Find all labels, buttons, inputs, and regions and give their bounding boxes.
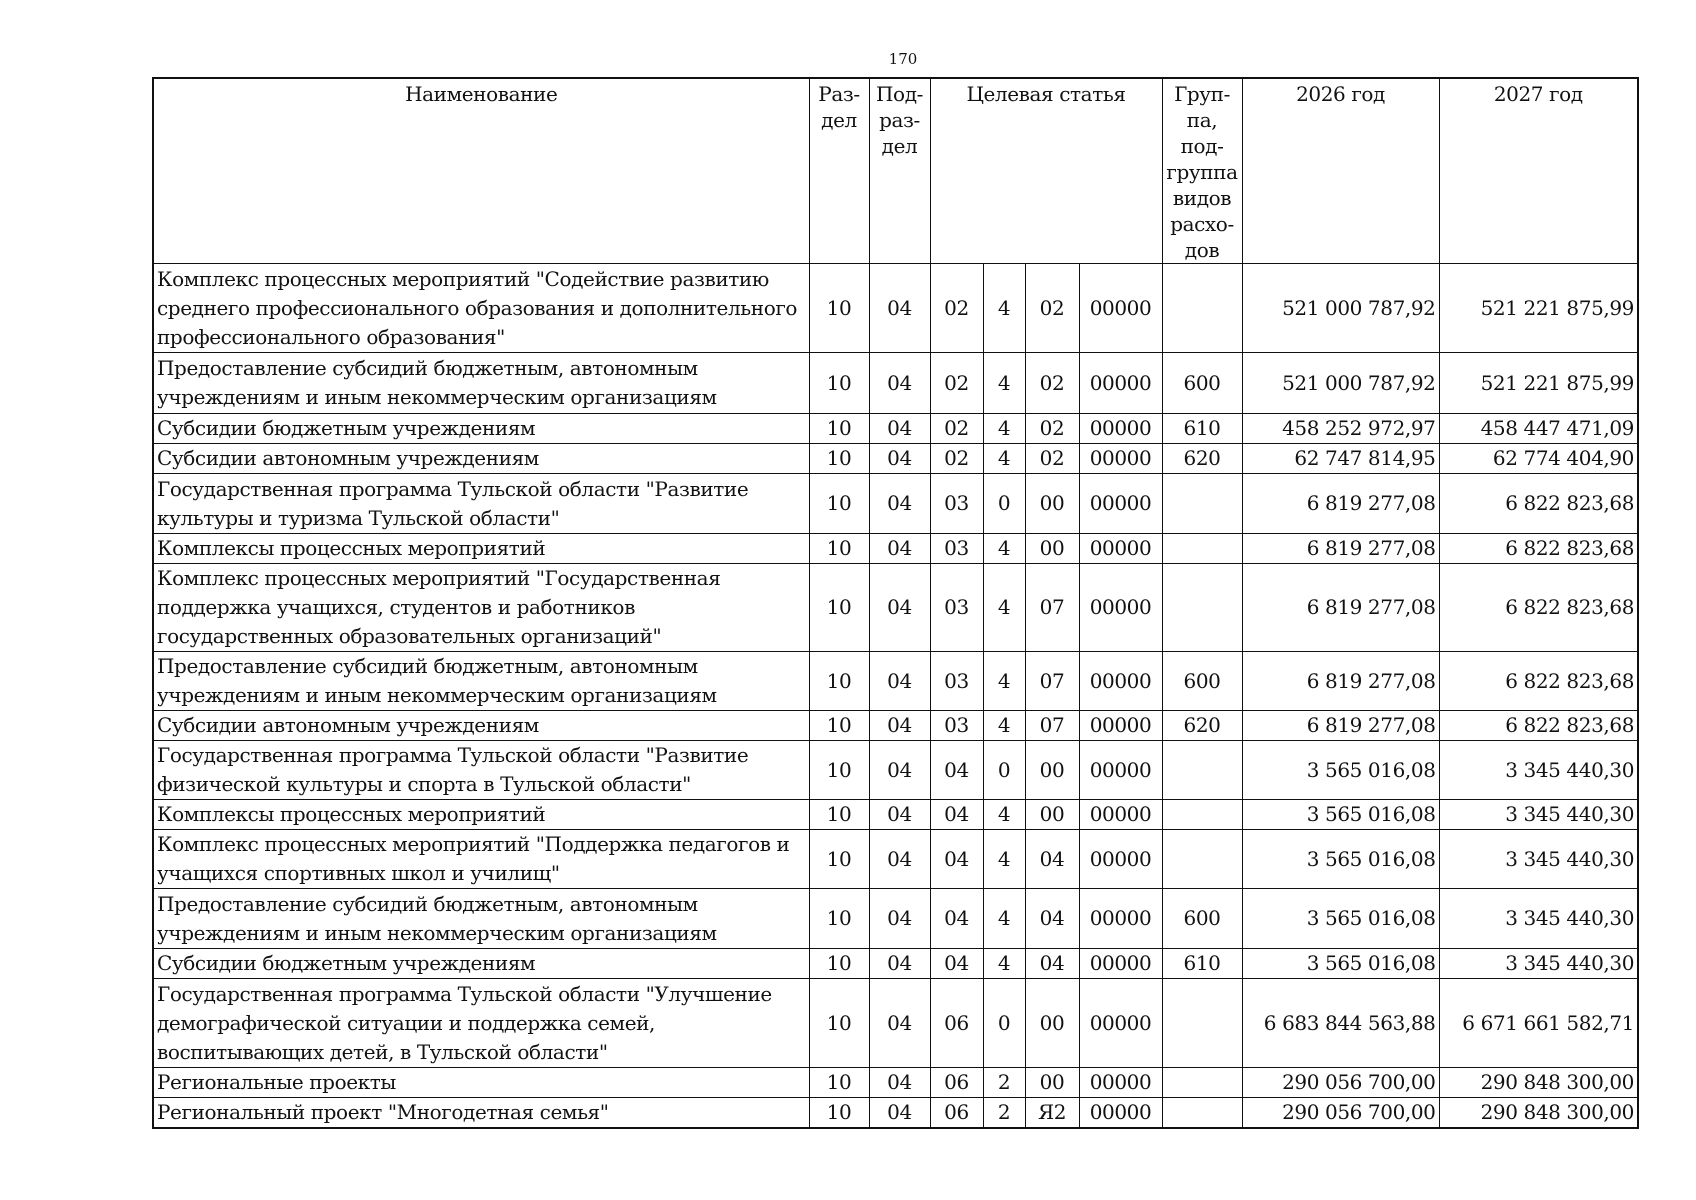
cell-t3: 04 [1025, 889, 1079, 949]
cell-rz: 10 [809, 949, 869, 979]
cell-v2026: 3 565 016,08 [1242, 741, 1439, 800]
table-row [153, 949, 1638, 979]
header-podrazdel: Под-раз-дел [869, 78, 930, 264]
cell-t4: 00000 [1079, 889, 1162, 949]
cell-t3: 00 [1025, 474, 1079, 534]
cell-prz: 04 [869, 741, 930, 800]
cell-name: Предоставление субсидий бюджетным, автономным учреждениям и иным некоммерческим организациям [153, 353, 809, 414]
cell-t2: 0 [983, 474, 1025, 534]
table-row [153, 652, 1638, 711]
cell-v2027: 521 221 875,99 [1439, 353, 1638, 414]
cell-prz: 04 [869, 979, 930, 1068]
cell-v2026: 6 819 277,08 [1242, 534, 1439, 564]
cell-t3: 04 [1025, 949, 1079, 979]
cell-t4: 00000 [1079, 949, 1162, 979]
cell-name: Государственная программа Тульской области "Улучшение демографической ситуации и поддержка семей, воспитывающих детей, в Тульской области" [153, 979, 809, 1068]
cell-v2027: 458 447 471,09 [1439, 414, 1638, 444]
cell-prz: 04 [869, 564, 930, 652]
cell-prz: 04 [869, 711, 930, 741]
cell-grp: 620 [1162, 711, 1242, 741]
cell-prz: 04 [869, 652, 930, 711]
cell-t4: 00000 [1079, 474, 1162, 534]
table-row [153, 353, 1638, 414]
cell-rz: 10 [809, 741, 869, 800]
cell-prz: 04 [869, 830, 930, 889]
table-row [153, 1098, 1638, 1129]
cell-rz: 10 [809, 353, 869, 414]
cell-grp [1162, 1068, 1242, 1098]
cell-name: Региональные проекты [153, 1068, 809, 1098]
cell-rz: 10 [809, 800, 869, 830]
cell-t1: 06 [930, 1068, 983, 1098]
cell-grp [1162, 830, 1242, 889]
cell-name: Комплекс процессных мероприятий "Поддержка педагогов и учащихся спортивных школ и училищ" [153, 830, 809, 889]
cell-v2027: 521 221 875,99 [1439, 264, 1638, 353]
cell-v2027: 290 848 300,00 [1439, 1068, 1638, 1098]
cell-t3: 02 [1025, 353, 1079, 414]
cell-t2: 4 [983, 800, 1025, 830]
cell-t1: 03 [930, 474, 983, 534]
cell-t1: 04 [930, 830, 983, 889]
cell-t4: 00000 [1079, 652, 1162, 711]
cell-rz: 10 [809, 414, 869, 444]
cell-t4: 00000 [1079, 564, 1162, 652]
cell-t1: 06 [930, 1098, 983, 1129]
cell-t3: 00 [1025, 741, 1079, 800]
cell-rz: 10 [809, 564, 869, 652]
cell-t2: 0 [983, 741, 1025, 800]
cell-t3: 00 [1025, 800, 1079, 830]
cell-t1: 02 [930, 264, 983, 353]
cell-v2026: 62 747 814,95 [1242, 444, 1439, 474]
cell-grp: 610 [1162, 414, 1242, 444]
cell-t2: 4 [983, 711, 1025, 741]
cell-name: Комплексы процессных мероприятий [153, 800, 809, 830]
cell-t1: 04 [930, 741, 983, 800]
cell-grp [1162, 264, 1242, 353]
cell-t1: 02 [930, 444, 983, 474]
cell-name: Государственная программа Тульской области "Развитие культуры и туризма Тульской области" [153, 474, 809, 534]
cell-t4: 00000 [1079, 1068, 1162, 1098]
cell-name: Предоставление субсидий бюджетным, автономным учреждениям и иным некоммерческим организациям [153, 652, 809, 711]
budget-table [152, 77, 1639, 1129]
cell-t1: 03 [930, 564, 983, 652]
cell-name: Комплексы процессных мероприятий [153, 534, 809, 564]
cell-t4: 00000 [1079, 979, 1162, 1068]
cell-t2: 4 [983, 564, 1025, 652]
page-number: 170 [888, 50, 918, 68]
cell-t3: 00 [1025, 979, 1079, 1068]
cell-t1: 03 [930, 711, 983, 741]
cell-prz: 04 [869, 949, 930, 979]
cell-rz: 10 [809, 1098, 869, 1129]
header-name: Наименование [153, 78, 809, 264]
table-row [153, 1068, 1638, 1098]
cell-t4: 00000 [1079, 414, 1162, 444]
cell-v2026: 3 565 016,08 [1242, 800, 1439, 830]
cell-prz: 04 [869, 1098, 930, 1129]
cell-v2026: 3 565 016,08 [1242, 889, 1439, 949]
cell-prz: 04 [869, 474, 930, 534]
cell-t2: 4 [983, 949, 1025, 979]
cell-rz: 10 [809, 711, 869, 741]
cell-v2027: 62 774 404,90 [1439, 444, 1638, 474]
cell-t4: 00000 [1079, 264, 1162, 353]
cell-t2: 4 [983, 652, 1025, 711]
cell-v2026: 290 056 700,00 [1242, 1068, 1439, 1098]
cell-t4: 00000 [1079, 444, 1162, 474]
cell-v2027: 3 345 440,30 [1439, 800, 1638, 830]
cell-v2027: 290 848 300,00 [1439, 1098, 1638, 1129]
cell-v2027: 6 671 661 582,71 [1439, 979, 1638, 1068]
cell-t2: 4 [983, 534, 1025, 564]
table-row [153, 741, 1638, 800]
cell-name: Субсидии бюджетным учреждениям [153, 414, 809, 444]
cell-v2026: 6 819 277,08 [1242, 474, 1439, 534]
table-row [153, 264, 1638, 353]
cell-v2026: 6 819 277,08 [1242, 711, 1439, 741]
cell-name: Субсидии автономным учреждениям [153, 444, 809, 474]
cell-t2: 4 [983, 264, 1025, 353]
cell-t3: 02 [1025, 414, 1079, 444]
table-row [153, 444, 1638, 474]
cell-t3: 00 [1025, 534, 1079, 564]
cell-v2027: 6 822 823,68 [1439, 564, 1638, 652]
cell-t1: 02 [930, 414, 983, 444]
cell-prz: 04 [869, 414, 930, 444]
header-razdel: Раз-дел [809, 78, 869, 264]
cell-t3: 04 [1025, 830, 1079, 889]
cell-t3: 07 [1025, 652, 1079, 711]
cell-grp: 600 [1162, 889, 1242, 949]
table-row [153, 979, 1638, 1068]
table-row [153, 830, 1638, 889]
cell-prz: 04 [869, 444, 930, 474]
cell-v2027: 6 822 823,68 [1439, 652, 1638, 711]
cell-t2: 4 [983, 444, 1025, 474]
cell-v2026: 458 252 972,97 [1242, 414, 1439, 444]
cell-rz: 10 [809, 889, 869, 949]
cell-v2027: 3 345 440,30 [1439, 830, 1638, 889]
cell-v2027: 6 822 823,68 [1439, 534, 1638, 564]
cell-v2026: 3 565 016,08 [1242, 830, 1439, 889]
cell-t1: 03 [930, 652, 983, 711]
cell-rz: 10 [809, 264, 869, 353]
cell-grp [1162, 741, 1242, 800]
cell-t4: 00000 [1079, 353, 1162, 414]
cell-t3: 07 [1025, 711, 1079, 741]
cell-prz: 04 [869, 889, 930, 949]
cell-rz: 10 [809, 444, 869, 474]
cell-grp: 600 [1162, 652, 1242, 711]
cell-v2026: 521 000 787,92 [1242, 353, 1439, 414]
header-row [153, 78, 1638, 264]
cell-rz: 10 [809, 830, 869, 889]
cell-prz: 04 [869, 534, 930, 564]
cell-v2027: 6 822 823,68 [1439, 474, 1638, 534]
cell-prz: 04 [869, 1068, 930, 1098]
cell-name: Комплекс процессных мероприятий "Государственная поддержка учащихся, студентов и работников государственных образовательных организаций" [153, 564, 809, 652]
table-row [153, 800, 1638, 830]
cell-v2027: 3 345 440,30 [1439, 949, 1638, 979]
cell-v2026: 6 683 844 563,88 [1242, 979, 1439, 1068]
cell-t1: 04 [930, 889, 983, 949]
cell-t1: 02 [930, 353, 983, 414]
cell-rz: 10 [809, 474, 869, 534]
table-row [153, 889, 1638, 949]
cell-t4: 00000 [1079, 741, 1162, 800]
cell-rz: 10 [809, 652, 869, 711]
cell-t3: 02 [1025, 264, 1079, 353]
cell-grp: 600 [1162, 353, 1242, 414]
cell-v2027: 3 345 440,30 [1439, 741, 1638, 800]
cell-grp [1162, 564, 1242, 652]
cell-t2: 4 [983, 889, 1025, 949]
table-row [153, 534, 1638, 564]
cell-t4: 00000 [1079, 534, 1162, 564]
cell-t1: 03 [930, 534, 983, 564]
header-group: Груп-па, под-группа видов расхо-дов [1162, 78, 1242, 264]
cell-grp [1162, 474, 1242, 534]
cell-prz: 04 [869, 264, 930, 353]
cell-v2027: 6 822 823,68 [1439, 711, 1638, 741]
cell-t4: 00000 [1079, 1098, 1162, 1129]
cell-name: Предоставление субсидий бюджетным, автономным учреждениям и иным некоммерческим организациям [153, 889, 809, 949]
cell-t3: Я2 [1025, 1098, 1079, 1129]
table-row [153, 414, 1638, 444]
cell-name: Государственная программа Тульской области "Развитие физической культуры и спорта в Тульской области" [153, 741, 809, 800]
cell-v2026: 3 565 016,08 [1242, 949, 1439, 979]
table-row [153, 474, 1638, 534]
cell-t1: 06 [930, 979, 983, 1068]
cell-t2: 0 [983, 979, 1025, 1068]
cell-t2: 4 [983, 830, 1025, 889]
cell-grp: 610 [1162, 949, 1242, 979]
cell-prz: 04 [869, 353, 930, 414]
cell-grp [1162, 979, 1242, 1068]
cell-v2026: 6 819 277,08 [1242, 564, 1439, 652]
cell-grp: 620 [1162, 444, 1242, 474]
table-row [153, 564, 1638, 652]
cell-rz: 10 [809, 979, 869, 1068]
cell-grp [1162, 800, 1242, 830]
cell-grp [1162, 534, 1242, 564]
cell-t1: 04 [930, 949, 983, 979]
header-2026: 2026 год [1242, 78, 1439, 264]
cell-name: Субсидии автономным учреждениям [153, 711, 809, 741]
cell-t2: 2 [983, 1068, 1025, 1098]
cell-t4: 00000 [1079, 800, 1162, 830]
cell-t1: 04 [930, 800, 983, 830]
cell-grp [1162, 1098, 1242, 1129]
cell-v2026: 6 819 277,08 [1242, 652, 1439, 711]
cell-t2: 4 [983, 353, 1025, 414]
cell-v2027: 3 345 440,30 [1439, 889, 1638, 949]
cell-v2026: 521 000 787,92 [1242, 264, 1439, 353]
cell-name: Субсидии бюджетным учреждениям [153, 949, 809, 979]
cell-t2: 4 [983, 414, 1025, 444]
header-2027: 2027 год [1439, 78, 1638, 264]
cell-rz: 10 [809, 534, 869, 564]
cell-name: Комплекс процессных мероприятий "Содействие развитию среднего профессионального образования и дополнительного профессионального образования" [153, 264, 809, 353]
cell-t4: 00000 [1079, 711, 1162, 741]
cell-t3: 00 [1025, 1068, 1079, 1098]
table-row [153, 711, 1638, 741]
cell-name: Региональный проект "Многодетная семья" [153, 1098, 809, 1129]
cell-t3: 02 [1025, 444, 1079, 474]
cell-t3: 07 [1025, 564, 1079, 652]
cell-t2: 2 [983, 1098, 1025, 1129]
header-target: Целевая статья [930, 78, 1162, 264]
cell-t4: 00000 [1079, 830, 1162, 889]
cell-prz: 04 [869, 800, 930, 830]
cell-rz: 10 [809, 1068, 869, 1098]
cell-v2026: 290 056 700,00 [1242, 1098, 1439, 1129]
